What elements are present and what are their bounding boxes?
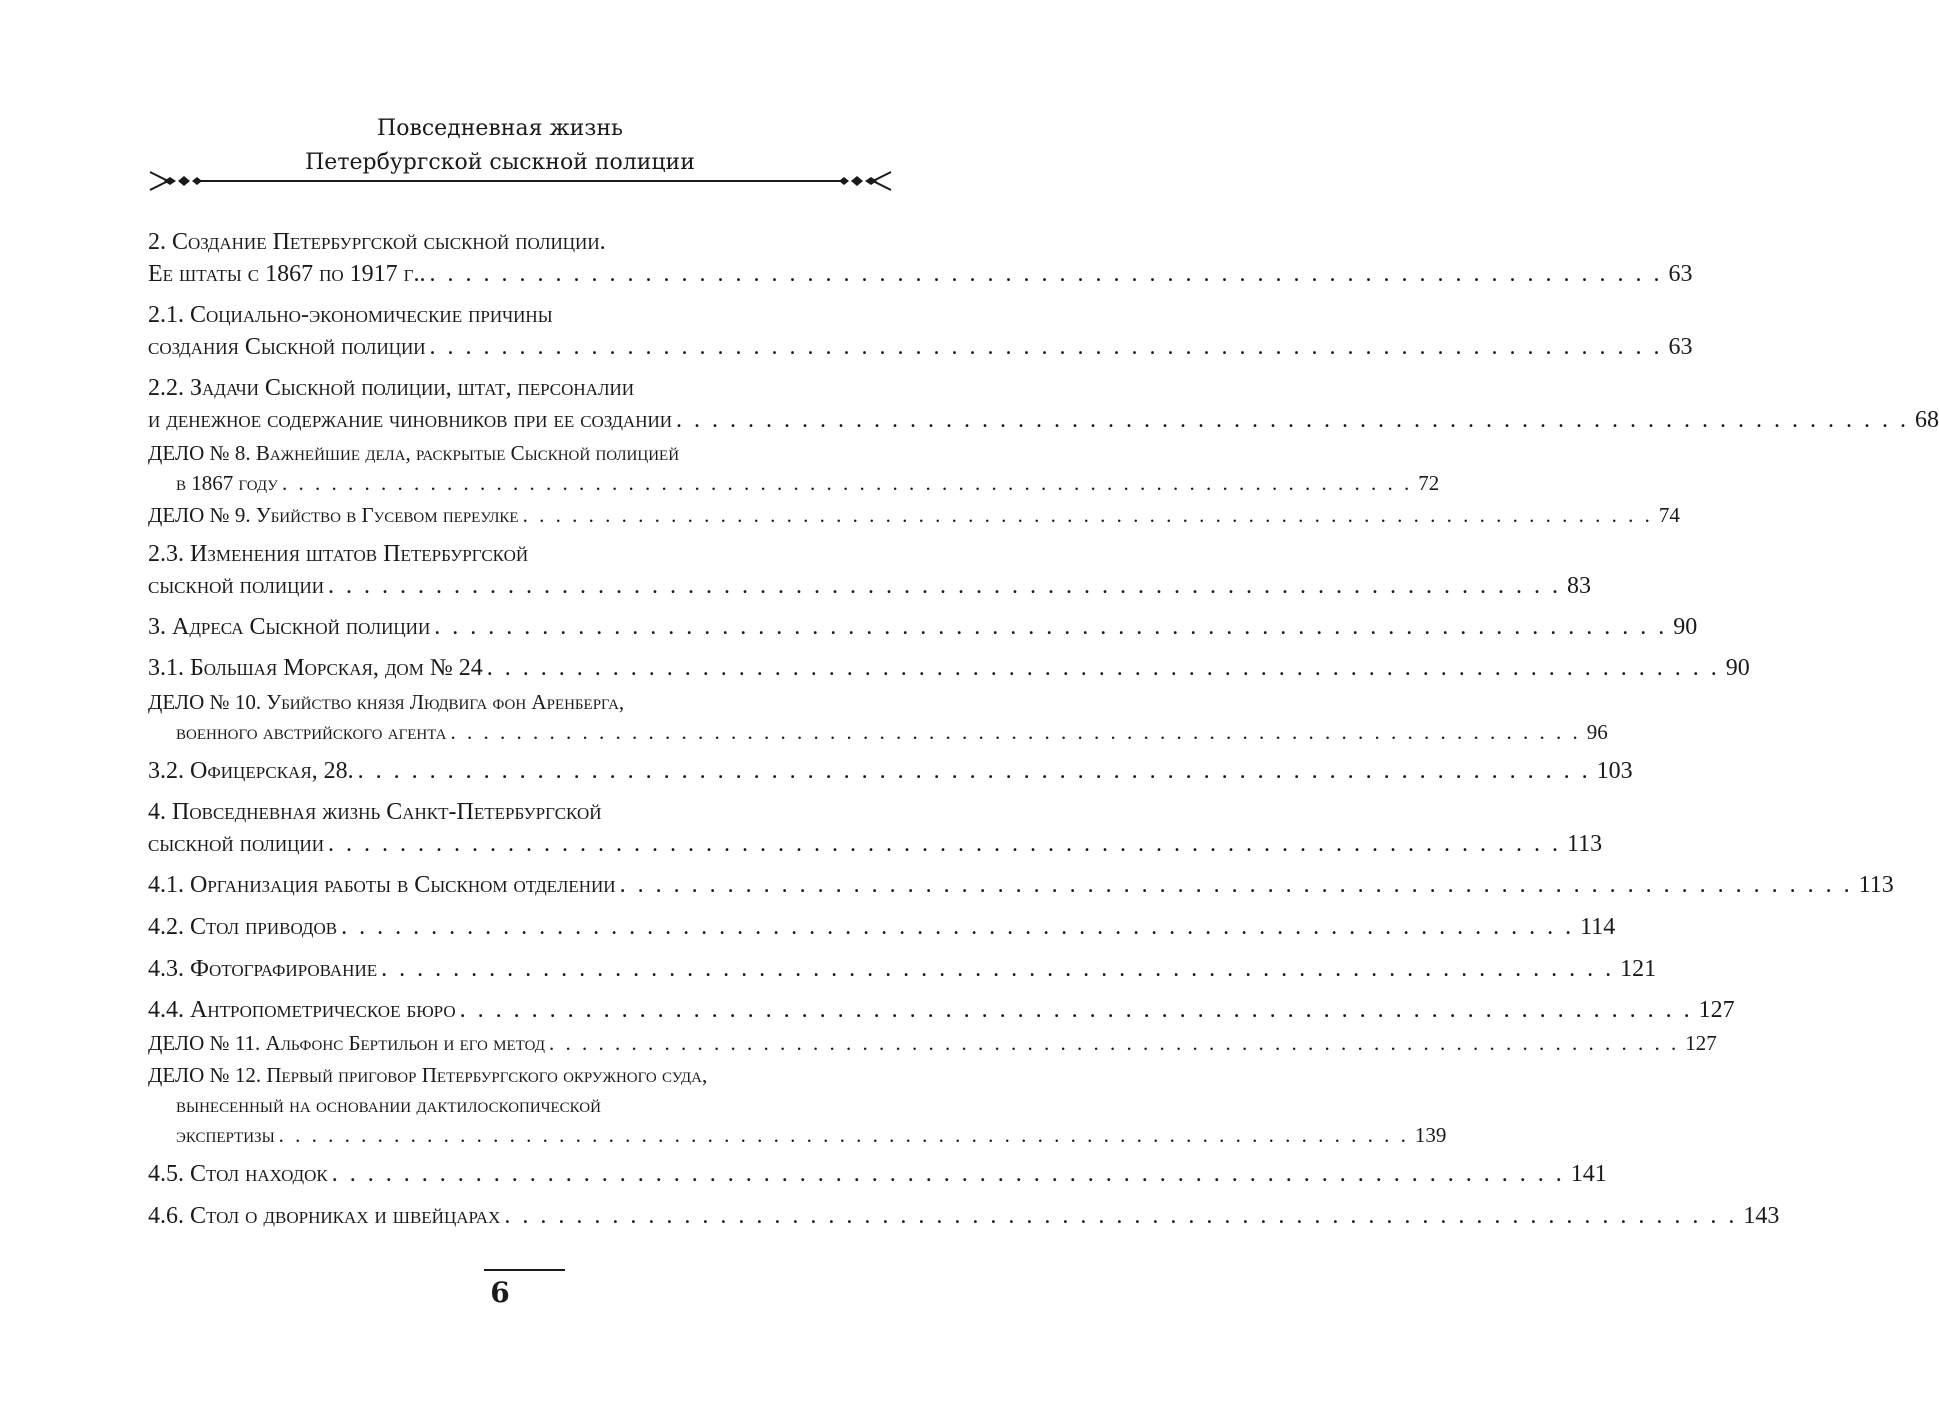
toc-entry-leader-line [148, 755, 1633, 787]
toc-entry-title: 4.1. Организация работы в Сыскном отделении [148, 872, 616, 898]
toc-entry-line: вынесенный на основании дактилоскопической [176, 1093, 601, 1117]
toc-entry-line: ДЕЛО № 10. Убийство князя Людвига фон Аренберга, [148, 690, 625, 714]
dot-leader: . . . . . . . . . . . . . . . . . . . . . . . . . . . . . . . . . . . . . . . . . . . . . . . . . . . . . . . . . . . . . . . . . . . . . [548, 1031, 1680, 1055]
toc-entry-line: 2.1. Социально-экономические причины [148, 302, 553, 328]
toc-entry-leader-line [148, 258, 1693, 290]
toc-page-number: 96 [1586, 720, 1608, 744]
dot-leader: . . . . . . . . . . . . . . . . . . . . . . . . . . . . . . . . . . . . . . . . . . . . . . . . . . . . . . . . . . . . . . . . . . . . . [504, 1203, 1738, 1229]
toc-page-number: 74 [1658, 503, 1680, 527]
dot-leader: . . . . . . . . . . . . . . . . . . . . . . . . . . . . . . . . . . . . . . . . . . . . . . . . . . . . . . . . . . . . . . . . . . . . . [619, 872, 1853, 898]
footer-rule [484, 1269, 565, 1271]
toc-page-number: 127 [1685, 1031, 1717, 1055]
toc-entry [148, 1200, 1780, 1232]
dot-leader: . . . . . . . . . . . . . . . . . . . . . . . . . . . . . . . . . . . . . . . . . . . . . . . . . . . . . . . . . . . . . . . . . . . . . [281, 471, 1413, 495]
dot-leader: . . . . . . . . . . . . . . . . . . . . . . . . . . . . . . . . . . . . . . . . . . . . . . . . . . . . . . . . . . . . . . . . . . . . . [331, 1161, 1565, 1187]
toc-entry-leader-line [148, 828, 1603, 860]
toc-entry-leader-line [148, 1120, 1447, 1150]
dot-leader: . . . . . . . . . . . . . . . . . . . . . . . . . . . . . . . . . . . . . . . . . . . . . . . . . . . . . . . . . . . . . . . . . . . . . [486, 655, 1720, 681]
toc-page-number: 114 [1580, 914, 1616, 940]
toc-entry-case [148, 1060, 1447, 1150]
toc-entry-title: ДЕЛО № 11. Альфонс Бертильон и его метод [148, 1031, 545, 1055]
dot-leader: . . . . . . . . . . . . . . . . . . . . . . . . . . . . . . . . . . . . . . . . . . . . . . . . . . . . . . . . . . . . . . . . . . . . . [450, 720, 1581, 744]
toc-page-number: 83 [1567, 573, 1592, 599]
toc-entry-leader-line [148, 404, 1939, 436]
toc-entry-leader-line [148, 331, 1693, 363]
toc-entry [148, 299, 1693, 363]
toc-entry-leader-line [148, 1028, 1717, 1058]
dot-leader: . . . . . . . . . . . . . . . . . . . . . . . . . . . . . . . . . . . . . . . . . . . . . . . . . . . . . . . . . . . . . . . . . . . . . [429, 334, 1663, 360]
toc-entry [148, 796, 1603, 860]
dot-leader: . . . . . . . . . . . . . . . . . . . . . . . . . . . . . . . . . . . . . . . . . . . . . . . . . . . . . . . . . . . . . . . . . . . . . [341, 914, 1575, 940]
toc-entry-title: 3. Адреса Сыскной полиции [148, 614, 431, 640]
toc-entry-leader-line [148, 1200, 1780, 1232]
toc-page-number: 72 [1418, 471, 1440, 495]
toc-page-number: 113 [1567, 831, 1603, 857]
dot-leader: . . . . . . . . . . . . . . . . . . . . . . . . . . . . . . . . . . . . . . . . . . . . . . . . . . . . . . . . . . . . . . . . . . . . . [676, 407, 1910, 433]
toc-page-number: 103 [1596, 758, 1633, 784]
ornament-divider [148, 168, 893, 194]
toc-entry-leader-line [148, 953, 1657, 985]
dot-leader: . . . . . . . . . . . . . . . . . . . . . . . . . . . . . . . . . . . . . . . . . . . . . . . . . . . . . . . . . . . . . . . . . . . . . [328, 831, 1562, 857]
toc-entry-leader-line [148, 994, 1735, 1026]
toc-entry-title: Ее штаты с 1867 по 1917 г.. [148, 261, 426, 287]
toc-entry-title: ДЕЛО № 9. Убийство в Гусевом переулке [148, 503, 519, 527]
dot-leader: . . . . . . . . . . . . . . . . . . . . . . . . . . . . . . . . . . . . . . . . . . . . . . . . . . . . . . . . . . . . . . . . . . . . . [459, 997, 1693, 1023]
toc-entry-title: сыскной полиции [148, 573, 325, 599]
toc-entry-leader-line [148, 652, 1750, 684]
toc-entry [148, 994, 1735, 1026]
toc-entry-title: 4.5. Стол находок [148, 1161, 328, 1187]
toc-page-number: 143 [1743, 1203, 1780, 1229]
toc-entry-line: 4. Повседневная жизнь Санкт-Петербургской [148, 799, 602, 825]
toc-entry [148, 1158, 1607, 1190]
toc-entry [148, 755, 1633, 787]
toc-entry-leader-line [148, 1158, 1607, 1190]
dot-leader: . . . . . . . . . . . . . . . . . . . . . . . . . . . . . . . . . . . . . . . . . . . . . . . . . . . . . . . . . . . . . . . . . . . . . [522, 503, 1653, 527]
toc-entry-line: 2. Создание Петербургской сыскной полиции. [148, 229, 606, 255]
toc-page-number: 127 [1698, 997, 1735, 1023]
toc-entry-title: и денежное содержание чиновников при ее создании [148, 407, 673, 433]
toc-entry-leader-line [148, 869, 1894, 901]
toc-page-number: 63 [1668, 261, 1693, 287]
toc-entry-title: 4.3. Фотографирование [148, 956, 378, 982]
toc-entry-line: 2.2. Задачи Сыскной полиции, штат, персоналии [148, 375, 635, 401]
toc-page-number: 68 [1915, 407, 1939, 433]
dot-leader: . . . . . . . . . . . . . . . . . . . . . . . . . . . . . . . . . . . . . . . . . . . . . . . . . . . . . . . . . . . . . . . . . . . . . [357, 758, 1591, 784]
toc-entry [148, 538, 1592, 602]
toc-entry-title: 3.2. Офицерская, 28. [148, 758, 354, 784]
toc-entry-line: ДЕЛО № 12. Первый приговор Петербургского окружного суда, [148, 1063, 708, 1087]
toc-page-number: 90 [1673, 614, 1698, 640]
toc-entry-case [148, 687, 1608, 747]
toc-entry-title: 4.6. Стол о дворниках и швейцарах [148, 1203, 501, 1229]
toc-entry-case [148, 500, 1680, 530]
dot-leader: . . . . . . . . . . . . . . . . . . . . . . . . . . . . . . . . . . . . . . . . . . . . . . . . . . . . . . . . . . . . . . . . . . . . . [278, 1123, 1409, 1147]
dot-leader: . . . . . . . . . . . . . . . . . . . . . . . . . . . . . . . . . . . . . . . . . . . . . . . . . . . . . . . . . . . . . . . . . . . . . [381, 956, 1615, 982]
toc-entry-title: сыскной полиции [148, 831, 325, 857]
dot-leader: . . . . . . . . . . . . . . . . . . . . . . . . . . . . . . . . . . . . . . . . . . . . . . . . . . . . . . . . . . . . . . . . . . . . . [429, 261, 1663, 287]
toc-entry [148, 869, 1894, 901]
toc-entry-leader-line [148, 500, 1680, 530]
toc-entry-leader-line [148, 468, 1440, 498]
toc-entry [148, 911, 1616, 943]
toc-entry-leader-line [148, 911, 1616, 943]
toc-entry-title: 4.4. Антропометрическое бюро [148, 997, 456, 1023]
dot-leader: . . . . . . . . . . . . . . . . . . . . . . . . . . . . . . . . . . . . . . . . . . . . . . . . . . . . . . . . . . . . . . . . . . . . . [434, 614, 1668, 640]
toc-entry [148, 372, 1939, 436]
toc-entry [148, 226, 1693, 290]
toc-page-number: 113 [1858, 872, 1894, 898]
toc-entry-leader-line [148, 717, 1608, 747]
toc-page-number: 121 [1620, 956, 1657, 982]
toc-entry [148, 611, 1698, 643]
toc-entry-line: 2.3. Изменения штатов Петербургской [148, 541, 529, 567]
toc-entry-line: ДЕЛО № 8. Важнейшие дела, раскрытые Сыскной полицией [148, 441, 680, 465]
dot-leader: . . . . . . . . . . . . . . . . . . . . . . . . . . . . . . . . . . . . . . . . . . . . . . . . . . . . . . . . . . . . . . . . . . . . . [328, 573, 1562, 599]
toc-page-number: 139 [1414, 1123, 1447, 1147]
toc-entry-case [148, 438, 1440, 498]
toc-entry-title: в 1867 году [176, 471, 278, 495]
toc-entry [148, 953, 1657, 985]
toc-entry-leader-line [148, 611, 1698, 643]
toc-page-number: 63 [1668, 334, 1693, 360]
page-number: 6 [490, 1276, 510, 1309]
header-line-1: Повседневная жизнь [377, 116, 623, 141]
toc-entry-leader-line [148, 570, 1592, 602]
toc-page-number: 90 [1725, 655, 1750, 681]
toc-entry-title: создания Сыскной полиции [148, 334, 426, 360]
toc-page-number: 141 [1570, 1161, 1607, 1187]
toc-entry [148, 652, 1750, 684]
header-line-2: Петербургской сыскной полиции [305, 150, 695, 175]
toc-entry-title: военного австрийского агента [176, 720, 447, 744]
toc-entry-title: 3.1. Большая Морская, дом № 24 [148, 655, 483, 681]
toc-entry-title: экспертизы [176, 1123, 275, 1147]
toc-entry-title: 4.2. Стол приводов [148, 914, 338, 940]
toc-entry-case [148, 1028, 1717, 1058]
